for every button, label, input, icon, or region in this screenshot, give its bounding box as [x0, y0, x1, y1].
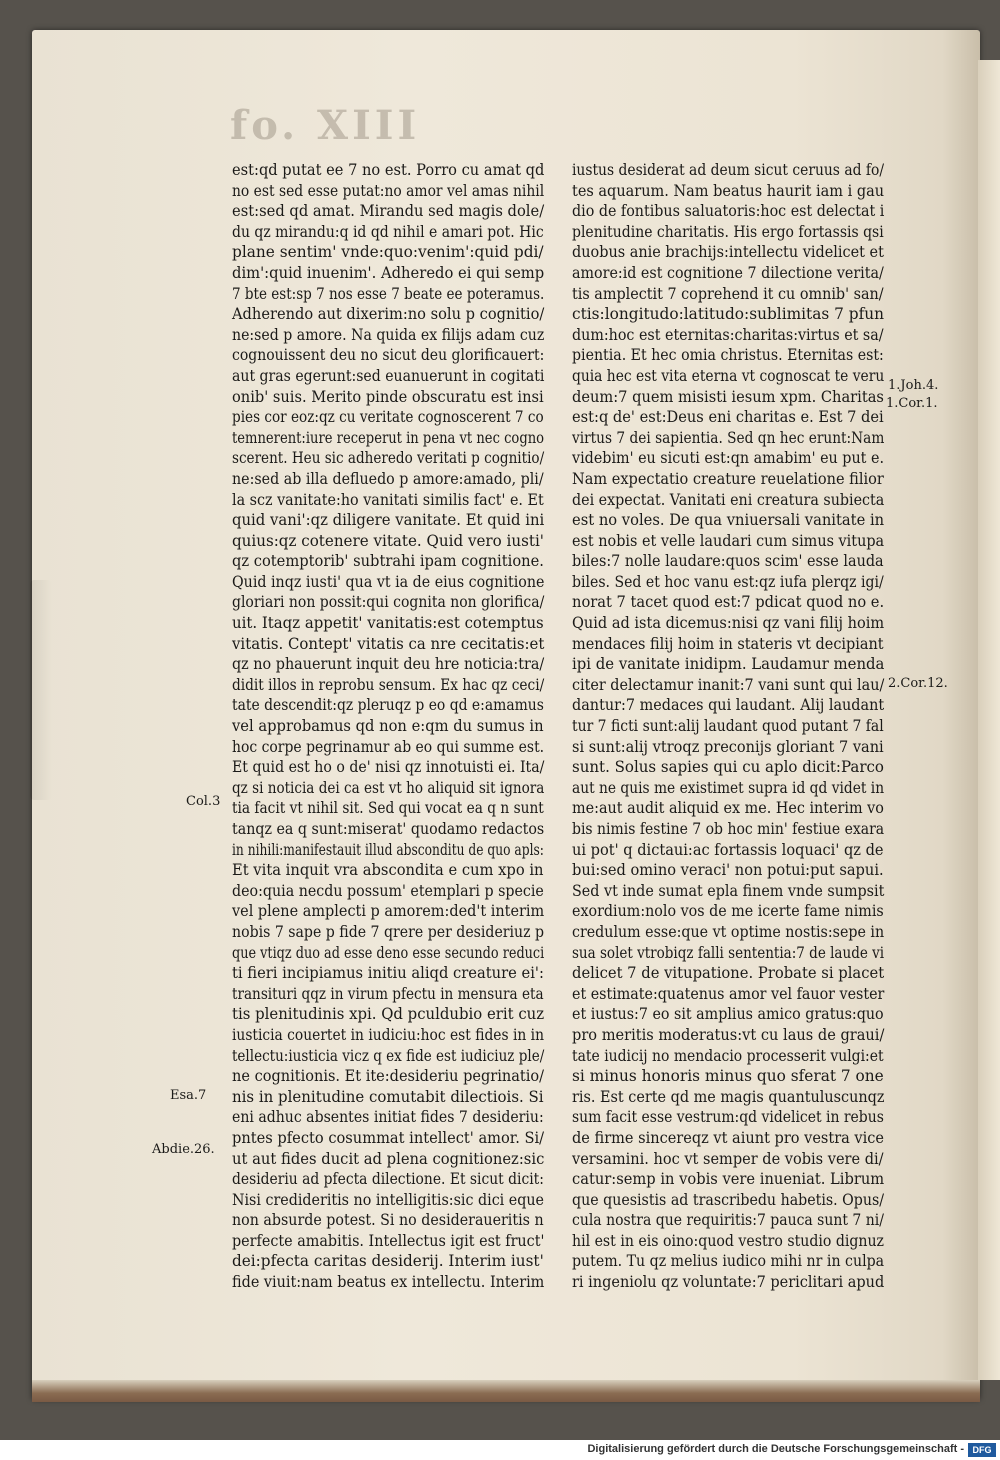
text-line: amore:id est cognitione 7 dilectione verita/ [572, 263, 884, 282]
text-line: versamini. hoc vt semper de vobis vere di/ [572, 1149, 884, 1168]
text-line: plane sentim' vnde:quo:venim':quid pdi/ [232, 243, 544, 262]
text-line: virtus 7 dei sapientia. Sed qn hec erunt:Nam [572, 428, 885, 447]
text-line: eni adhuc absentes initiat fides 7 desideriu: [232, 1108, 544, 1127]
text-line: aut ne quis me existimet supra id qd videt in [572, 778, 885, 797]
text-line: citer delectamur inanit:7 vani sunt qui lau/ [572, 675, 885, 694]
text-line: ne cognitionis. Et ite:desideriu pegrinatio/ [232, 1067, 545, 1086]
margin-note-cor12: 2.Cor.12. [888, 676, 948, 691]
text-line: nis in plenitudine comutabit dilectiois. Si [232, 1087, 544, 1106]
text-line: Quid inqz iusti' qua vt ia de eius cognitione [232, 572, 545, 591]
text-line: est:qd putat ee 7 no est. Porro cu amat qd [232, 161, 545, 179]
text-line: dei expectat. Vanitati eni creatura subiecta [572, 490, 885, 509]
text-line: vitatis. Contept' vitatis ca nre cecitatis:et [232, 634, 545, 653]
text-line: dio de fontibus saluatoris:hoc est delectat i [572, 202, 885, 221]
text-line: ut aut fides ducit ad plena cognitionez:sic [232, 1149, 545, 1168]
text-line: tes aquarum. Nam beatus haurit iam i gau [572, 181, 885, 200]
text-line: duobus anie brachijs:intellectu videlicet et [572, 243, 884, 262]
text-line: si sunt:alij vtroqz preconijs gloriant 7 vani [572, 737, 884, 756]
text-line: ne:sed p amore. Na quida ex filijs adam cuz [232, 325, 545, 344]
text-line: est:q de' est:Deus eni charitas e. Est 7 dei [572, 408, 884, 427]
text-line: uit. Itaqz appetit' vanitatis:est cotemptus [232, 614, 544, 633]
margin-note-joh4: 1.Joh.4. [888, 378, 939, 393]
text-line: ui pot' q dictaui:ac fortassis loquaci' qz de [572, 840, 884, 859]
text-line: dantur:7 medaces qui laudant. Alij laudant [572, 696, 885, 715]
text-line: et estimate:quatenus amor vel fauor vester [572, 984, 885, 1003]
text-line: iusticia couertet in iudiciu:hoc est fides in in [232, 1025, 544, 1044]
text-line: ipi de vanitate inidipm. Laudamur menda [572, 655, 885, 674]
text-line: pro meritis moderatus:vt cu laus de graui/ [572, 1025, 885, 1044]
text-line: la scz vanitate:ho vanitati similis fact' e. Et [232, 490, 544, 509]
text-line: biles. Sed et hoc vanu est:qz iufa plerqz igi/ [572, 572, 884, 591]
text-line: Nam expectatio creature reuelatione filior [572, 469, 884, 488]
text-line: nobis 7 sape p fide 7 qrere per desideriuz p [232, 922, 545, 941]
text-line: Quid ad ista dicemus:nisi qz vani filij hoim [572, 614, 885, 633]
text-line: pntes pfecto cosummat intellect' amor. Si/ [232, 1128, 545, 1147]
text-line: exordium:nolo vos de me icerte fame nimis [572, 902, 884, 921]
text-line: tia facit vt nihil sit. Sed qui vocat ea q n sunt [232, 799, 544, 818]
text-line: in nihili:manifestauit illud absconditu de quo apls: [232, 840, 544, 859]
text-line: didit illos in reprobu sensum. Ex hac qz ceci/ [232, 675, 545, 694]
text-line: temnerent:iure receperut in pena vt nec cogno [232, 428, 545, 447]
text-line: deo:quia necdu possum' etemplari p specie [232, 881, 544, 900]
text-line: tate iudicij no mendacio processerit vulgi:et [572, 1046, 884, 1065]
text-line: cula nostra que requiritis:7 pauca sunt 7 ni/ [572, 1211, 884, 1230]
text-line: cognouissent deu no sicut deu glorificauert: [232, 346, 545, 365]
text-line: quia hec est vita eterna vt cognoscat te veru [572, 366, 885, 385]
text-line: delicet 7 de vitupatione. Probate si placet [572, 964, 885, 983]
text-line: tellectu:iusticia vicz q ex fide est iudiciuz ple/ [232, 1046, 545, 1065]
left-text-column [232, 160, 544, 1293]
text-line: dum:hoc est eternitas:charitas:virtus et sa/ [572, 325, 884, 344]
text-line: catur:semp in vobis vere inueniat. Librum [572, 1170, 885, 1189]
text-line: sunt. Solus sapies qui cu aplo dicit:Parco [572, 758, 884, 777]
text-line: ri ingeniolu qz voluntate:7 periclitari apud [572, 1273, 885, 1292]
text-line: non absurde potest. Si no desideraueritis n [232, 1211, 544, 1230]
text-line: qz si noticia dei ca est vt ho aliquid sit ignora [232, 778, 545, 797]
text-line: deum:7 quem misisti iesum xpm. Charitas [572, 387, 884, 406]
text-line: sum facit esse vestrum:qd videlicet in rebus [572, 1108, 884, 1127]
clip-shadow [30, 580, 52, 800]
footer-bar [0, 1440, 1000, 1460]
text-line: Sed vt inde sumat epla finem vnde sumpsit [572, 881, 885, 900]
text-line: ne:sed ab illa defluedo p amore:amado, pli/ [232, 469, 544, 488]
text-line: tis plenitudinis xpi. Qd pculdubio erit cuz [232, 1005, 545, 1024]
margin-note-abdie26: Abdie.26. [152, 1142, 215, 1157]
text-line: mendaces filij hoim in stateris vt decipiant [572, 634, 884, 653]
text-line: que quesistis ad trascribedu habetis. Opus/ [572, 1190, 885, 1209]
text-line: bis nimis festine 7 ob hoc min' festiue exara [572, 820, 885, 838]
text-line: no est sed esse putat:no amor vel amas nihil [232, 181, 545, 200]
text-line: vel plene amplecti p amorem:ded't interim [232, 902, 545, 921]
text-line: iustus desiderat ad deum sicut ceruus ad fo/ [572, 161, 885, 179]
text-line: Et quid est ho o de' nisi qz innotuisti ei. Ita/ [232, 758, 545, 777]
text-line: ti fieri incipiamus initiu aliqd creature ei': [232, 964, 544, 983]
footer-credit: Digitalisierung gefördert durch die Deutsche Forschungsgemeinschaft - [587, 1443, 964, 1455]
text-line: pientia. Et hec omia christus. Eternitas est: [572, 346, 884, 365]
text-line: est no voles. De qua vniuersali vanitate in [572, 511, 885, 530]
text-line: si minus honoris minus quo sferat 7 one [572, 1067, 884, 1086]
text-line: videbim' eu sicuti est:qn amabim' eu put e. [572, 449, 884, 468]
text-line: Adherendo aut dixerim:no solu p cognitio/ [232, 305, 545, 324]
text-line: credulum esse:que vt optime nostis:sepe in [572, 922, 885, 941]
text-line: hil est in eis oino:quod vestro studio dignuz [572, 1231, 884, 1250]
dfg-logo: DFG [968, 1443, 996, 1457]
facing-page-strip [978, 60, 1000, 1380]
text-line: vel approbamus qd non e:qm du sumus in [232, 717, 544, 736]
text-line: quid vani':qz diligere vanitate. Et quid ini [232, 511, 545, 530]
margin-note-esa7: Esa.7 [170, 1088, 207, 1103]
text-line: qz cotemptorib' subtrahi ipam cognitione. [232, 552, 544, 571]
text-line: ris. Est certe qd me magis quantuluscunqz [572, 1087, 885, 1106]
text-line: pies cor eoz:qz cu veritate cognoscerent 7 co [232, 408, 544, 427]
text-line: qz no phauerunt inquit deu hre noticia:tra/ [232, 655, 545, 674]
text-line: plenitudine charitatis. His ergo fortassis qsi [572, 222, 884, 241]
text-line: biles:7 nolle laudare:quos scim' esse lauda [572, 552, 884, 571]
text-line: 7 bte est:sp 7 nos esse 7 beate ee poteramus. [232, 284, 545, 303]
text-line: putem. Tu qz melius iudico mihi nr in culpa [572, 1252, 885, 1271]
text-line: desideriu ad pfecta dilectione. Et sicut dicit: [232, 1170, 544, 1189]
right-text-column [572, 160, 884, 1293]
text-line: onib' suis. Merito pinde obscuratu est insi [232, 387, 544, 406]
text-line: dim':quid inuenim'. Adheredo ei qui semp [232, 263, 545, 282]
text-line: quius:qz cotenere vitate. Quid vero iusti' [232, 531, 544, 550]
text-line: tur 7 ficti sunt:alij laudant quod putant 7 fal [572, 717, 884, 736]
text-line: de firme sincereqz vt aiunt pro vestra vice [572, 1128, 885, 1147]
text-line: norat 7 tacet quod est:7 pdicat quod no e. [572, 593, 885, 612]
text-line: aut gras egerunt:sed euanuerunt in cogitati [232, 366, 545, 385]
text-line: bui:sed omino veraci' non potui:put sapui. [572, 861, 884, 880]
text-line: scerent. Heu sic adheredo veritati p cognitio/ [232, 449, 545, 468]
text-line: que vtiqz duo ad esse deno esse secundo reduci [232, 943, 545, 962]
margin-note-cor1: 1.Cor.1. [886, 396, 938, 411]
text-line: est:sed qd amat. Mirandu sed magis dole/ [232, 202, 545, 221]
text-line: est nobis et velle laudari cum simus vitupa [572, 531, 885, 550]
text-line: tis amplectit 7 coprehend it cu omnib' san/ [572, 284, 884, 303]
text-line: tate descendit:qz pleruqz p eo qd e:amamus [232, 696, 544, 715]
text-line: ctis:longitudo:latitudo:sublimitas 7 pfun [572, 305, 885, 324]
text-line: tanqz ea q sunt:miserat' quodamo redactos [232, 820, 545, 838]
text-line: transituri qqz in virum pfectu in mensura eta [232, 984, 544, 1003]
text-line: fide viuit:nam beatus ex intellectu. Interim [232, 1273, 545, 1292]
text-line: perfecte amabitis. Intellectus igit est fruct' [232, 1231, 545, 1250]
text-line: hoc corpe pegrinamur ab eo qui summe est. [232, 737, 545, 756]
folio-number: fo. XIII [230, 102, 421, 149]
text-line: et iustus:7 eo sit amplius amico gratus:quo [572, 1005, 884, 1024]
text-line: gloriari non possit:qui cognita non glorifica/ [232, 593, 545, 612]
text-line: me:aut audit aliquid ex me. Hec interim vo [572, 799, 884, 818]
text-line: sua solet vtrobiqz falli sententia:7 de laude vi [572, 943, 885, 962]
text-line: Nisi credideritis no intelligitis:sic dici eque [232, 1190, 544, 1209]
text-line: du qz mirandu:q id qd nihil e amari pot. Hic [232, 222, 544, 241]
text-line: Et vita inquit vra abscondita e cum xpo in [232, 861, 544, 880]
margin-note-col3: Col.3 [186, 794, 221, 809]
text-line: dei:pfecta caritas desiderij. Interim iust' [232, 1252, 544, 1271]
page-edge [32, 1380, 980, 1402]
